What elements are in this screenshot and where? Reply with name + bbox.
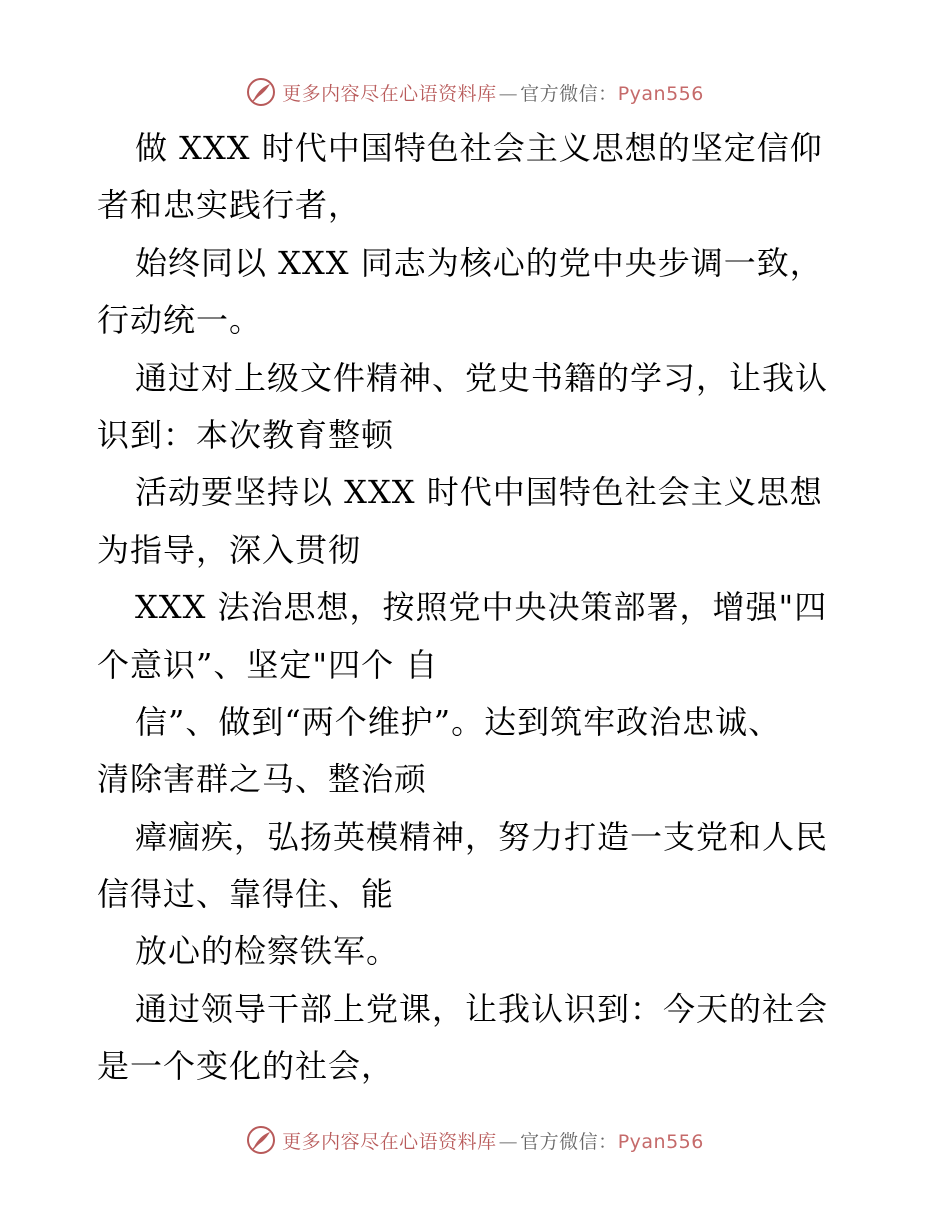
footer-watermark-text [282, 1127, 704, 1154]
body-line: 个意识”、坚定"四个 自 [97, 645, 439, 684]
body-line: 清除害群之马、整治顽 [97, 760, 428, 799]
header-watermark-text [282, 79, 704, 106]
body-line: XXX 法治思想，按照党中央决策部署，增强"四 [135, 588, 828, 627]
footer-watermark-main: 更多内容尽在心语资料库 [282, 1130, 497, 1153]
header-watermark-main: 更多内容尽在心语资料库 [282, 82, 497, 105]
feather-pen-logo-icon [246, 77, 276, 107]
footer-watermark-sep: — [498, 1130, 519, 1153]
body-line: 行动统一。 [97, 301, 263, 340]
body-line: 通过对上级文件精神、党史书籍的学习，让我认 [135, 358, 829, 397]
body-line: 瘴痼疾，弘扬英模精神，努力打造一支党和人民 [135, 817, 829, 856]
header-watermark-sub: 官方微信： [520, 82, 618, 105]
footer-watermark [0, 1120, 950, 1160]
footer-watermark-sub: 官方微信： [520, 1130, 618, 1153]
body-line: 做 XXX 时代中国特色社会主义思想的坚定信仰 [135, 129, 823, 167]
header-watermark-id: Pyan556 [617, 82, 704, 105]
body-line: 信”、做到“两个维护”。达到筑牢政治忠诚、 [135, 702, 782, 741]
header-watermark-sep: — [498, 82, 519, 105]
body-line: 信得过、靠得住、能 [97, 875, 395, 914]
feather-pen-logo-icon [246, 1125, 276, 1155]
body-line: 者和忠实践行者， [97, 186, 362, 225]
body-line: 是一个变化的社会， [97, 1047, 395, 1086]
document-body [97, 120, 857, 1096]
footer-watermark-id: Pyan556 [617, 1130, 704, 1153]
header-watermark [0, 72, 950, 112]
body-line: 识到：本次教育整顿 [97, 415, 395, 454]
body-line: 通过领导干部上党课，让我认识到：今天的社会 [135, 989, 829, 1028]
body-line: 始终同以 XXX 同志为核心的党中央步调一致， [135, 243, 823, 282]
body-line: 活动要坚持以 XXX 时代中国特色社会主义思想 [135, 473, 823, 512]
body-line: 为指导，深入贯彻 [97, 530, 362, 569]
body-line: 放心的检察铁军。 [135, 932, 400, 971]
